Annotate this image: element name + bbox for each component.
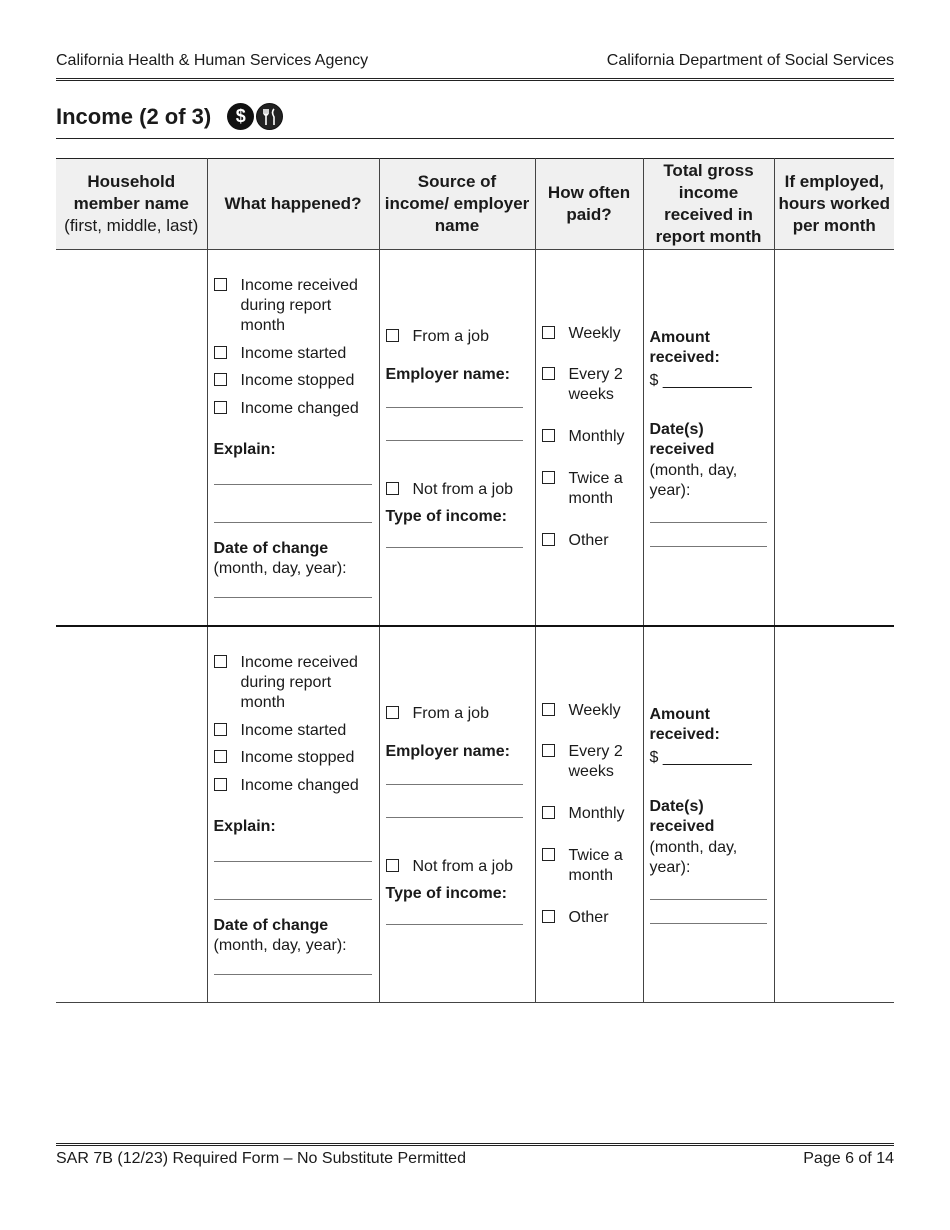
checkbox-other[interactable]: Other xyxy=(542,531,637,551)
gross-income-cell xyxy=(643,250,774,627)
dates-received-label: Date(s) received xyxy=(649,798,715,835)
section-title-row xyxy=(56,103,283,130)
checkbox-income-stopped[interactable]: Income stopped xyxy=(214,371,373,391)
member-name-cell[interactable] xyxy=(56,250,207,627)
checkbox-not-from-job[interactable]: Not from a job xyxy=(386,480,529,500)
checkbox-icon[interactable] xyxy=(386,482,399,495)
checkbox-icon[interactable] xyxy=(542,326,555,339)
date-received-line-2[interactable] xyxy=(650,923,767,924)
checkbox-icon[interactable] xyxy=(542,429,555,442)
hours-worked-cell[interactable] xyxy=(774,626,894,1003)
employer-name-label: Employer name: xyxy=(385,366,510,383)
date-of-change-line[interactable] xyxy=(214,597,372,598)
hours-worked-cell[interactable] xyxy=(774,250,894,627)
checkbox-twice-a-month[interactable]: Twice a month xyxy=(542,469,637,509)
agency-name: California Health & Human Services Agency xyxy=(56,52,369,69)
checkbox-income-changed[interactable]: Income changed xyxy=(214,399,373,419)
checkbox-icon[interactable] xyxy=(214,401,227,414)
checkbox-every-2-weeks[interactable]: Every 2 weeks xyxy=(542,742,637,782)
col-source: Source of income/ employer name xyxy=(379,159,535,250)
what-happened-cell xyxy=(207,626,379,1003)
source-cell xyxy=(379,250,535,627)
col-gross-income: Total gross income received in report month xyxy=(643,159,774,250)
col-hours: If employed, hours worked per month xyxy=(774,159,894,250)
amount-input[interactable]: $ __________ xyxy=(649,372,752,389)
checkbox-icon[interactable] xyxy=(214,373,227,386)
checkbox-income-changed[interactable]: Income changed xyxy=(214,776,373,796)
date-of-change-line[interactable] xyxy=(214,974,372,975)
checkbox-monthly[interactable]: Monthly xyxy=(542,427,637,447)
food-utensils-icon xyxy=(256,103,283,130)
checkbox-weekly[interactable]: Weekly xyxy=(542,701,637,721)
checkbox-icon[interactable] xyxy=(542,471,555,484)
amount-received-label: Amount received: xyxy=(649,329,720,366)
col-what-happened: What happened? xyxy=(207,159,379,250)
checkbox-from-job[interactable]: From a job xyxy=(386,704,529,724)
header-rule xyxy=(56,78,894,81)
dates-received-hint: (month, day, year): xyxy=(649,839,738,876)
checkbox-monthly[interactable]: Monthly xyxy=(542,804,637,824)
checkbox-icon[interactable] xyxy=(386,706,399,719)
form-id: SAR 7B (12/23) Required Form – No Substitute Permitted xyxy=(56,1150,466,1167)
source-cell xyxy=(379,626,535,1003)
checkbox-icon[interactable] xyxy=(214,655,227,668)
department-name: California Department of Social Services xyxy=(606,52,894,69)
how-often-cell xyxy=(535,250,643,627)
member-name-cell[interactable] xyxy=(56,626,207,1003)
employer-line-1[interactable] xyxy=(386,407,523,408)
checkbox-twice-a-month[interactable]: Twice a month xyxy=(542,846,637,886)
employer-line-2[interactable] xyxy=(386,817,523,818)
title-rule xyxy=(56,138,894,139)
explain-line-2[interactable] xyxy=(214,522,372,523)
checkbox-income-stopped[interactable]: Income stopped xyxy=(214,748,373,768)
checkbox-icon[interactable] xyxy=(542,703,555,716)
checkbox-icon[interactable] xyxy=(214,778,227,791)
checkbox-icon[interactable] xyxy=(386,329,399,342)
explain-line-2[interactable] xyxy=(214,899,372,900)
checkbox-icon[interactable] xyxy=(214,723,227,736)
date-received-line-1[interactable] xyxy=(650,899,767,900)
checkbox-icon[interactable] xyxy=(214,750,227,763)
checkbox-icon[interactable] xyxy=(542,744,555,757)
col-how-often: How often paid? xyxy=(535,159,643,250)
date-of-change-label: Date of change (month, day, year): xyxy=(213,917,347,954)
checkbox-not-from-job[interactable]: Not from a job xyxy=(386,857,529,877)
gross-income-cell xyxy=(643,626,774,1003)
date-received-line-2[interactable] xyxy=(650,546,767,547)
type-of-income-label: Type of income: xyxy=(385,508,507,525)
employer-name-label: Employer name: xyxy=(385,743,510,760)
amount-received-label: Amount received: xyxy=(649,706,720,743)
checkbox-icon[interactable] xyxy=(542,848,555,861)
checkbox-other[interactable]: Other xyxy=(542,908,637,928)
checkbox-every-2-weeks[interactable]: Every 2 weeks xyxy=(542,365,637,405)
checkbox-icon[interactable] xyxy=(214,278,227,291)
employer-line-1[interactable] xyxy=(386,784,523,785)
dollar-icon: $ xyxy=(227,103,254,130)
checkbox-icon[interactable] xyxy=(542,533,555,546)
checkbox-income-started[interactable]: Income started xyxy=(214,344,373,364)
checkbox-weekly[interactable]: Weekly xyxy=(542,324,637,344)
checkbox-icon[interactable] xyxy=(214,346,227,359)
how-often-cell xyxy=(535,626,643,1003)
checkbox-income-received[interactable]: Income received during report month xyxy=(214,653,373,713)
type-of-income-line[interactable] xyxy=(386,547,523,548)
employer-line-2[interactable] xyxy=(386,440,523,441)
checkbox-income-started[interactable]: Income started xyxy=(214,721,373,741)
explain-line-1[interactable] xyxy=(214,484,372,485)
what-happened-cell xyxy=(207,250,379,627)
col-household-member: Household member name (first, middle, last) xyxy=(56,159,207,250)
checkbox-icon[interactable] xyxy=(542,367,555,380)
date-received-line-1[interactable] xyxy=(650,522,767,523)
checkbox-icon[interactable] xyxy=(542,910,555,923)
amount-input[interactable]: $ __________ xyxy=(649,749,752,766)
section-title: Income (2 of 3) xyxy=(56,103,212,129)
dates-received-label: Date(s) received xyxy=(649,421,715,458)
page-number: Page 6 of 14 xyxy=(803,1150,894,1167)
table-row xyxy=(56,626,894,1003)
footer-rule xyxy=(56,1143,894,1146)
checkbox-income-received[interactable]: Income received during report month xyxy=(214,276,373,336)
type-of-income-label: Type of income: xyxy=(385,885,507,902)
explain-label: Explain: xyxy=(213,441,276,458)
explain-line-1[interactable] xyxy=(214,861,372,862)
checkbox-from-job[interactable]: From a job xyxy=(386,327,529,347)
page-header xyxy=(56,52,894,72)
table-row xyxy=(56,250,894,627)
income-table xyxy=(56,158,894,1003)
explain-label: Explain: xyxy=(213,818,276,835)
checkbox-icon[interactable] xyxy=(386,859,399,872)
checkbox-icon[interactable] xyxy=(542,806,555,819)
date-of-change-label: Date of change (month, day, year): xyxy=(213,540,347,577)
dates-received-hint: (month, day, year): xyxy=(649,462,738,499)
table-header-row xyxy=(56,159,894,250)
type-of-income-line[interactable] xyxy=(386,924,523,925)
